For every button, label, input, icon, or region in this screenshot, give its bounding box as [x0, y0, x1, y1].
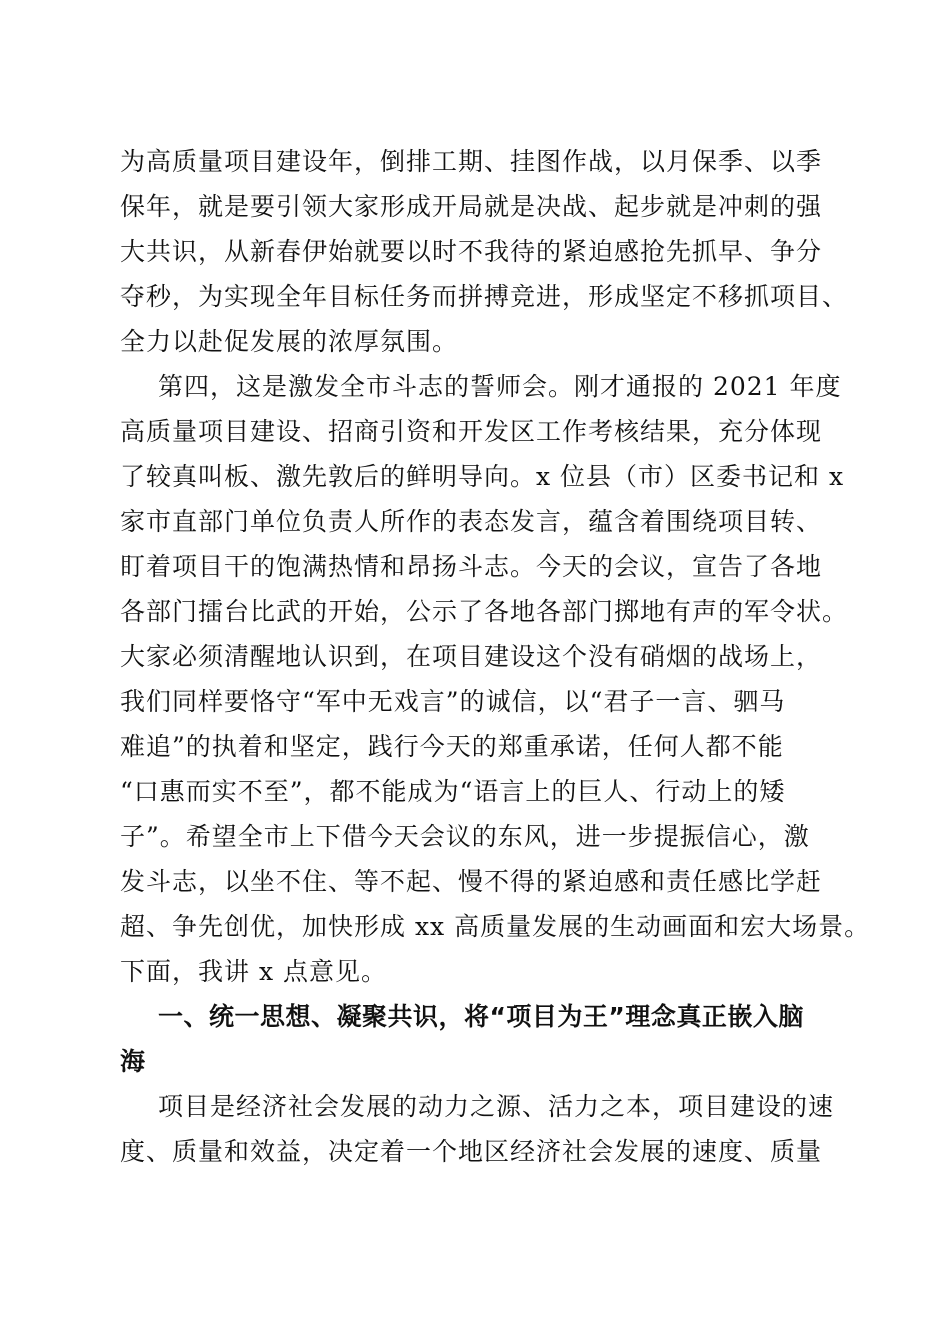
- paragraph-line: 了较真叫板、激先敦后的鲜明导向。x 位县（市）区委书记和 x: [120, 462, 845, 491]
- paragraph-line: 我们同样要恪守“军中无戏言”的诚信，以“君子一言、驷马: [120, 687, 786, 716]
- paragraph-line: 难追”的执着和坚定，践行今天的郑重承诺，任何人都不能: [120, 732, 784, 761]
- paragraph-line: 度、质量和效益，决定着一个地区经济社会发展的速度、质量: [120, 1137, 823, 1166]
- paragraph-line: 大家必须清醒地认识到，在项目建设这个没有硝烟的战场上，: [120, 642, 823, 671]
- paragraph-line: 全力以赴促发展的浓厚氛围。: [120, 327, 459, 356]
- paragraph-line: 项目是经济社会发展的动力之源、活力之本，项目建设的速: [158, 1092, 835, 1121]
- paragraph-line: 保年，就是要引领大家形成开局就是决战、起步就是冲刺的强: [120, 192, 823, 221]
- paragraph-line: 超、争先创优，加快形成 xx 高质量发展的生动画面和宏大场景。: [120, 912, 871, 941]
- section-heading: 海: [120, 1047, 146, 1076]
- paragraph-line: “口惠而实不至”，都不能成为“语言上的巨人、行动上的矮: [120, 777, 786, 806]
- section-heading: 一、统一思想、凝聚共识，将“项目为王”理念真正嵌入脑: [158, 1002, 804, 1031]
- paragraph-line: 下面，我讲 x 点意见。: [120, 957, 387, 986]
- paragraph-line: 盯着项目干的饱满热情和昂扬斗志。今天的会议，宣告了各地: [120, 552, 823, 581]
- paragraph-line: 夺秒，为实现全年目标任务而拼搏竞进，形成坚定不移抓项目、: [120, 282, 849, 311]
- paragraph-line: 大共识，从新春伊始就要以时不我待的紧迫感抢先抓早、争分: [120, 237, 823, 266]
- paragraph-line: 子”。希望全市上下借今天会议的东风，进一步提振信心，激: [120, 822, 810, 851]
- paragraph-line: 第四，这是激发全市斗志的誓师会。刚才通报的 2021 年度: [158, 372, 842, 401]
- paragraph-line: 为高质量项目建设年，倒排工期、挂图作战，以月保季、以季: [120, 147, 823, 176]
- paragraph-line: 各部门擂台比武的开始，公示了各地各部门掷地有声的军令状。: [120, 597, 849, 626]
- paragraph-line: 高质量项目建设、招商引资和开发区工作考核结果，充分体现: [120, 417, 823, 446]
- paragraph-line: 发斗志，以坐不住、等不起、慢不得的紧迫感和责任感比学赶: [120, 867, 823, 896]
- paragraph-line: 家市直部门单位负责人所作的表态发言，蕴含着围绕项目转、: [120, 507, 823, 536]
